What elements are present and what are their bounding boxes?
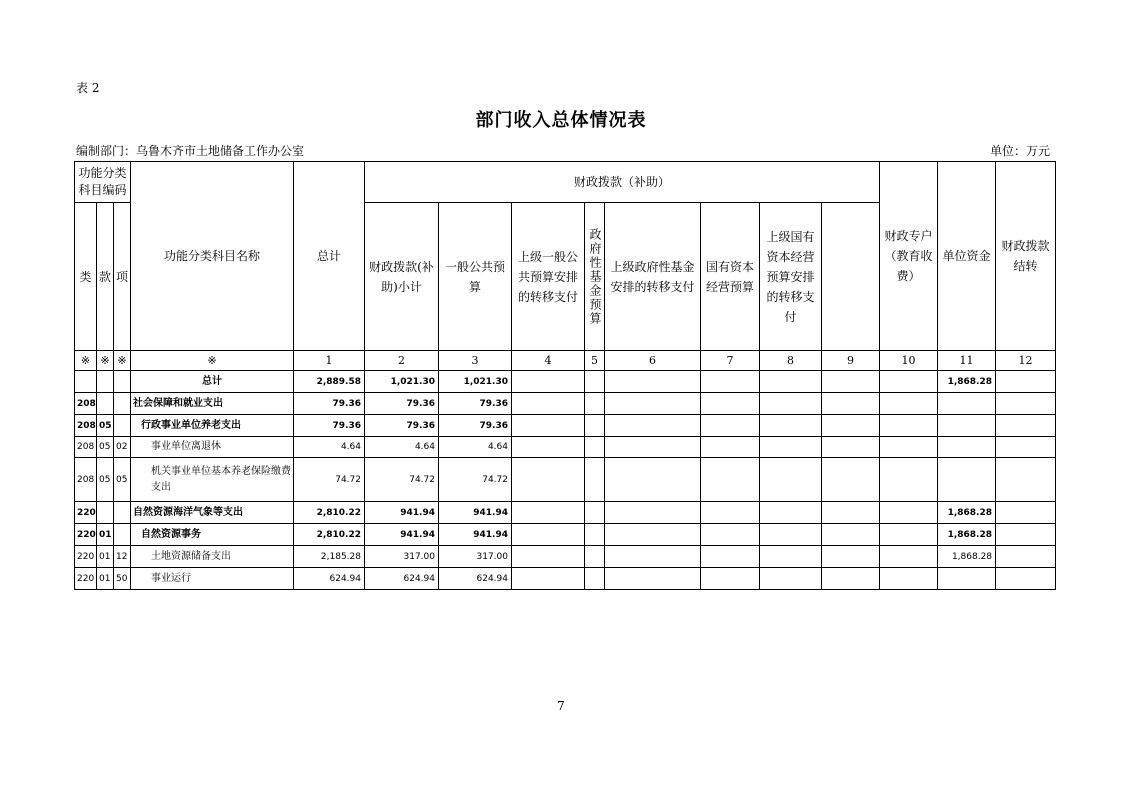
class-code-cell: 220: [75, 568, 97, 590]
unit-funds-cell: [880, 524, 938, 546]
table-row: [75, 546, 1056, 568]
fiscal-subtotal-cell: 1,021.30: [365, 371, 439, 393]
department-line: 编制部门：乌鲁木齐市土地储备工作办公室: [76, 144, 305, 158]
fiscal-carryover-cell: 1,868.28: [938, 371, 996, 393]
class-code-cell: 208: [75, 437, 97, 458]
transfer-capital-cell: [760, 393, 822, 415]
section-code-cell: 05: [97, 458, 114, 502]
general-budget-cell: 1,021.30: [439, 371, 512, 393]
header-fiscal-group: 财政拨款（补助）: [365, 162, 880, 203]
state-capital-cell: [701, 371, 760, 393]
table-label: 表 2: [76, 81, 100, 95]
header-code-group: 功能分类科目编码: [75, 162, 131, 203]
index-cell: 9: [822, 351, 880, 371]
edu-fee-cell: [822, 415, 880, 437]
transfer-fund-cell: [605, 524, 701, 546]
general-budget-cell: 4.64: [439, 437, 512, 458]
index-cell: 10: [880, 351, 938, 371]
header-transfer-capital: 上级国有资本经营预算安排的转移支付: [760, 203, 822, 351]
class-code-cell: 220: [75, 502, 97, 524]
header-transfer-fund: 上级政府性基金安排的转移支付: [605, 203, 701, 351]
state-capital-cell: [701, 437, 760, 458]
item-code-cell: [114, 415, 131, 437]
header-general-budget: 一般公共预算: [439, 203, 512, 351]
transfer-capital-cell: [760, 524, 822, 546]
header-fiscal-carryover: 财政拨款结转: [996, 162, 1056, 351]
gov-fund-cell: [585, 502, 605, 524]
transfer-capital-cell: [760, 458, 822, 502]
transfer-general-cell: [512, 546, 585, 568]
general-budget-cell: 79.36: [439, 415, 512, 437]
subject-name-cell: 行政事业单位养老支出: [131, 415, 294, 437]
transfer-capital-cell: [760, 437, 822, 458]
table-row: [75, 568, 1056, 590]
gov-fund-cell: [585, 458, 605, 502]
fiscal-carryover-cell: 1,868.28: [938, 546, 996, 568]
transfer-fund-cell: [605, 371, 701, 393]
general-budget-cell: 317.00: [439, 546, 512, 568]
unit-funds-cell: [880, 458, 938, 502]
index-cell: ※: [131, 351, 294, 371]
header-unit-funds: 单位资金: [938, 162, 996, 351]
transfer-fund-cell: [605, 568, 701, 590]
transfer-general-cell: [512, 437, 585, 458]
index-cell: ※: [75, 351, 97, 371]
total-cell: 2,889.58: [294, 371, 365, 393]
state-capital-cell: [701, 502, 760, 524]
unit-funds-cell: [880, 546, 938, 568]
subject-name-cell: 机关事业单位基本养老保险缴费支出: [131, 458, 294, 502]
item-code-cell: 12: [114, 546, 131, 568]
header-item: 项: [114, 203, 131, 351]
edu-fee-cell: [822, 437, 880, 458]
nonfiscal-carryover-cell: [996, 524, 1056, 546]
index-cell: 6: [605, 351, 701, 371]
section-code-cell: 01: [97, 546, 114, 568]
class-code-cell: 220: [75, 546, 97, 568]
gov-fund-cell: [585, 524, 605, 546]
index-cell: ※: [114, 351, 131, 371]
total-cell: 74.72: [294, 458, 365, 502]
unit-funds-cell: [880, 568, 938, 590]
transfer-capital-cell: [760, 415, 822, 437]
edu-fee-cell: [822, 371, 880, 393]
total-cell: 4.64: [294, 437, 365, 458]
state-capital-cell: [701, 458, 760, 502]
edu-fee-cell: [822, 524, 880, 546]
transfer-capital-cell: [760, 371, 822, 393]
transfer-capital-cell: [760, 502, 822, 524]
transfer-fund-cell: [605, 415, 701, 437]
fiscal-carryover-cell: 1,868.28: [938, 524, 996, 546]
gov-fund-cell: [585, 393, 605, 415]
transfer-fund-cell: [605, 458, 701, 502]
section-code-cell: [97, 502, 114, 524]
unit-funds-cell: [880, 371, 938, 393]
class-code-cell: 220: [75, 524, 97, 546]
fiscal-subtotal-cell: 941.94: [365, 502, 439, 524]
edu-fee-cell: [822, 458, 880, 502]
index-cell: ※: [97, 351, 114, 371]
general-budget-cell: 941.94: [439, 524, 512, 546]
table-body: [75, 371, 1056, 590]
fiscal-carryover-cell: [938, 437, 996, 458]
header-section: 款: [97, 203, 114, 351]
table-row: [75, 502, 1056, 524]
index-row: [75, 351, 1056, 371]
state-capital-cell: [701, 524, 760, 546]
fiscal-subtotal-cell: 79.36: [365, 415, 439, 437]
index-cell: 3: [439, 351, 512, 371]
subject-name-cell: 土地资源储备支出: [131, 546, 294, 568]
total-cell: 2,185.28: [294, 546, 365, 568]
state-capital-cell: [701, 546, 760, 568]
header-fiscal-subtotal: 财政拨款(补助)小计: [365, 203, 439, 351]
fiscal-carryover-cell: [938, 568, 996, 590]
nonfiscal-carryover-cell: [996, 393, 1056, 415]
header-total: 总计: [294, 162, 365, 351]
gov-fund-cell: [585, 568, 605, 590]
edu-fee-cell: [822, 393, 880, 415]
general-budget-cell: 624.94: [439, 568, 512, 590]
item-code-cell: 02: [114, 437, 131, 458]
nonfiscal-carryover-cell: [996, 502, 1056, 524]
transfer-fund-cell: [605, 437, 701, 458]
item-code-cell: [114, 393, 131, 415]
subject-name-cell: 自然资源海洋气象等支出: [131, 502, 294, 524]
edu-fee-cell: [822, 568, 880, 590]
section-code-cell: 01: [97, 524, 114, 546]
general-budget-cell: 74.72: [439, 458, 512, 502]
header-name: 功能分类科目名称: [131, 162, 294, 351]
header-class: 类: [75, 203, 97, 351]
subject-name-cell: 社会保障和就业支出: [131, 393, 294, 415]
total-cell: 624.94: [294, 568, 365, 590]
transfer-general-cell: [512, 371, 585, 393]
index-cell: 5: [585, 351, 605, 371]
nonfiscal-carryover-cell: [996, 568, 1056, 590]
transfer-capital-cell: [760, 568, 822, 590]
header-transfer-general: 上级一般公共预算安排的转移支付: [512, 203, 585, 351]
item-code-cell: 50: [114, 568, 131, 590]
document-title: 部门收入总体情况表: [475, 110, 647, 131]
fiscal-subtotal-cell: 941.94: [365, 524, 439, 546]
index-cell: 2: [365, 351, 439, 371]
fiscal-carryover-cell: 1,868.28: [938, 502, 996, 524]
table-row: [75, 371, 1056, 393]
fiscal-subtotal-cell: 79.36: [365, 393, 439, 415]
state-capital-cell: [701, 568, 760, 590]
index-cell: 8: [760, 351, 822, 371]
income-table: [74, 161, 1056, 590]
unit-funds-cell: [880, 437, 938, 458]
total-cell: 2,810.22: [294, 502, 365, 524]
section-code-cell: 05: [97, 415, 114, 437]
total-cell: 2,810.22: [294, 524, 365, 546]
fiscal-subtotal-cell: 624.94: [365, 568, 439, 590]
nonfiscal-carryover-cell: [996, 458, 1056, 502]
class-code-cell: 208: [75, 393, 97, 415]
index-cell: 4: [512, 351, 585, 371]
fiscal-carryover-cell: [938, 393, 996, 415]
transfer-fund-cell: [605, 393, 701, 415]
total-cell: 79.36: [294, 393, 365, 415]
fiscal-subtotal-cell: 317.00: [365, 546, 439, 568]
nonfiscal-carryover-cell: [996, 437, 1056, 458]
total-cell: 79.36: [294, 415, 365, 437]
gov-fund-cell: [585, 415, 605, 437]
table-header: [75, 162, 1056, 371]
table-row: [75, 524, 1056, 546]
unit-funds-cell: [880, 502, 938, 524]
index-cell: 11: [938, 351, 996, 371]
subject-name-cell: 事业运行: [131, 568, 294, 590]
subject-name-cell: 事业单位离退休: [131, 437, 294, 458]
item-code-cell: [114, 371, 131, 393]
section-code-cell: 05: [97, 437, 114, 458]
page-number: 7: [557, 699, 565, 713]
unit-line: 单位：万元: [989, 144, 1050, 158]
transfer-general-cell: [512, 524, 585, 546]
fiscal-carryover-cell: [938, 458, 996, 502]
unit-funds-cell: [880, 415, 938, 437]
header-state-capital: 国有资本经营预算: [701, 203, 760, 351]
general-budget-cell: 941.94: [439, 502, 512, 524]
transfer-fund-cell: [605, 546, 701, 568]
item-code-cell: [114, 502, 131, 524]
nonfiscal-carryover-cell: [996, 371, 1056, 393]
table-row: [75, 437, 1056, 458]
gov-fund-cell: [585, 546, 605, 568]
unit-funds-cell: [880, 393, 938, 415]
transfer-fund-cell: [605, 502, 701, 524]
nonfiscal-carryover-cell: [996, 546, 1056, 568]
class-code-cell: 208: [75, 458, 97, 502]
section-code-cell: [97, 371, 114, 393]
transfer-general-cell: [512, 415, 585, 437]
transfer-general-cell: [512, 458, 585, 502]
table-row: [75, 393, 1056, 415]
fiscal-carryover-cell: [938, 415, 996, 437]
class-code-cell: 208: [75, 415, 97, 437]
section-code-cell: [97, 393, 114, 415]
nonfiscal-carryover-cell: [996, 415, 1056, 437]
fiscal-subtotal-cell: 74.72: [365, 458, 439, 502]
gov-fund-cell: [585, 371, 605, 393]
subject-name-cell: 自然资源事务: [131, 524, 294, 546]
index-cell: 7: [701, 351, 760, 371]
transfer-general-cell: [512, 568, 585, 590]
transfer-general-cell: [512, 393, 585, 415]
table-row: [75, 415, 1056, 437]
edu-fee-cell: [822, 546, 880, 568]
section-code-cell: 01: [97, 568, 114, 590]
edu-fee-cell: [822, 502, 880, 524]
gov-fund-cell: [585, 437, 605, 458]
state-capital-cell: [701, 415, 760, 437]
class-code-cell: [75, 371, 97, 393]
index-cell: 12: [996, 351, 1056, 371]
fiscal-subtotal-cell: 4.64: [365, 437, 439, 458]
index-cell: 1: [294, 351, 365, 371]
transfer-general-cell: [512, 502, 585, 524]
state-capital-cell: [701, 393, 760, 415]
table-row: [75, 458, 1056, 502]
header-edu-fee: 财政专户（教育收费）: [880, 162, 938, 351]
general-budget-cell: 79.36: [439, 393, 512, 415]
item-code-cell: [114, 524, 131, 546]
item-code-cell: 05: [114, 458, 131, 502]
header-gov-fund: 政府性基金预算: [588, 227, 602, 326]
subject-name-cell: 总计: [131, 371, 294, 393]
transfer-capital-cell: [760, 546, 822, 568]
